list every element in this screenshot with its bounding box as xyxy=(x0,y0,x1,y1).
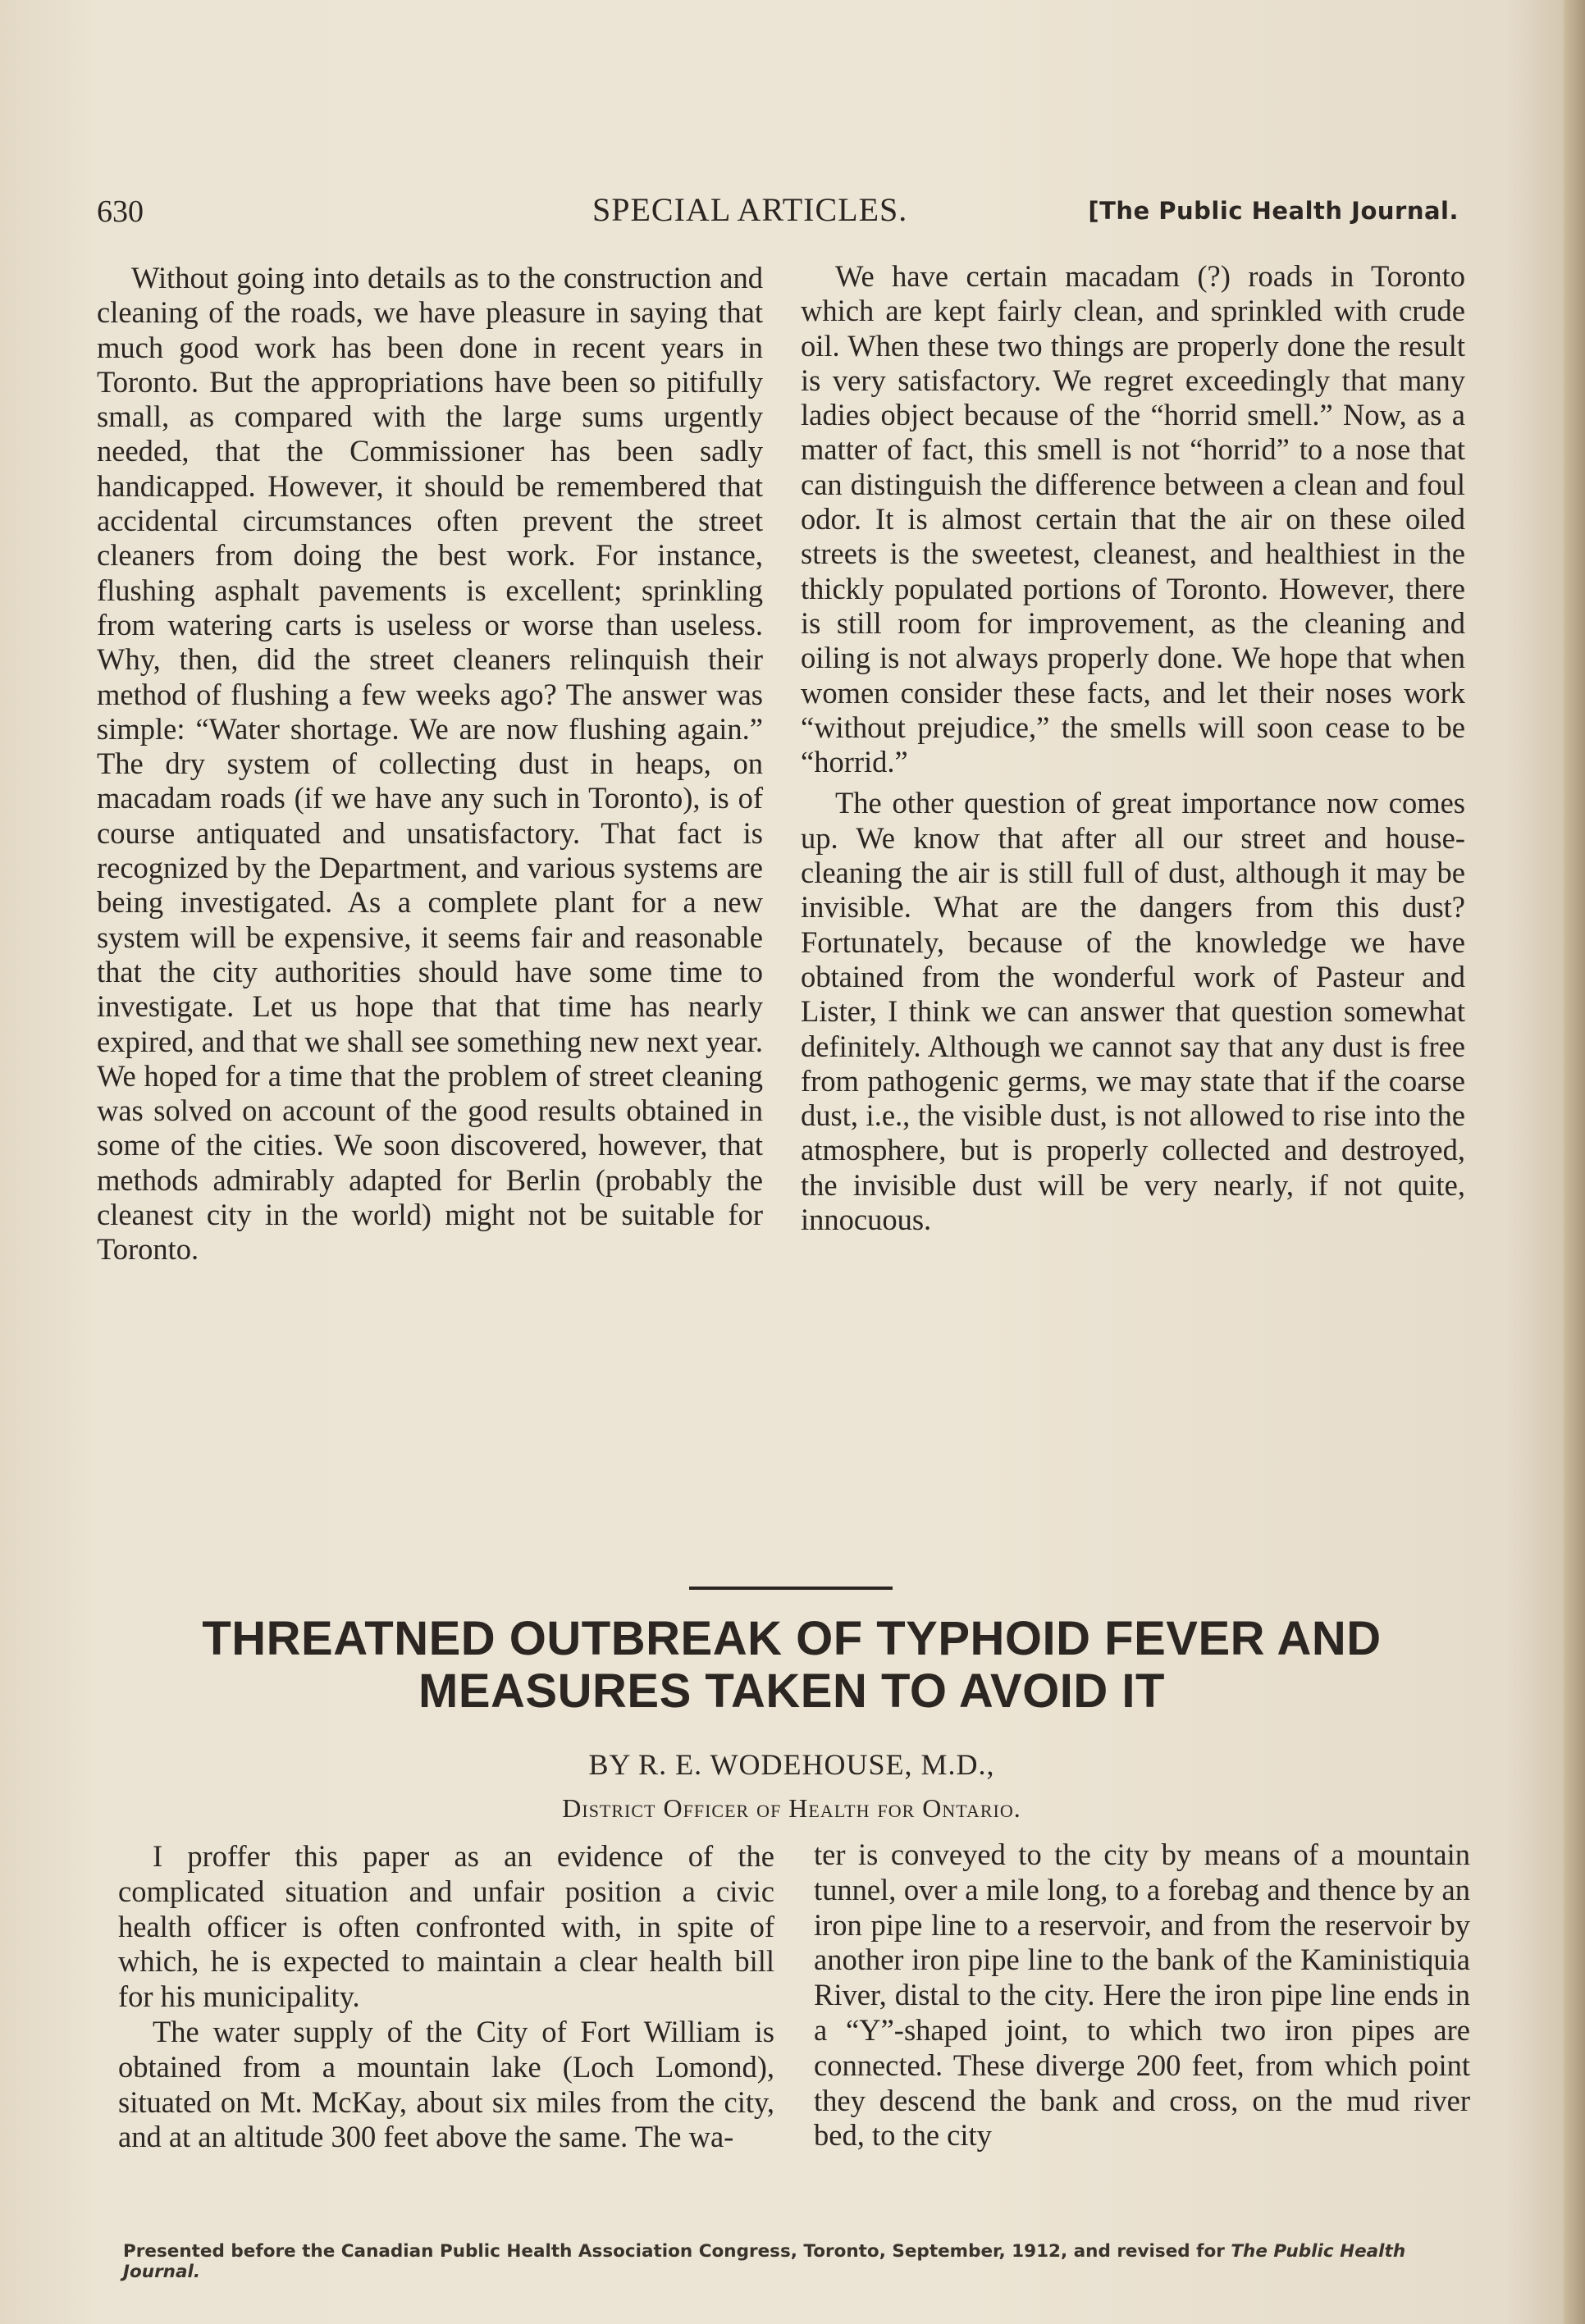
footnote-journal: The Public Health Journal. xyxy=(123,2241,1406,2282)
page-header xyxy=(97,185,1459,235)
section-divider xyxy=(689,1587,893,1590)
paragraph: I proffer this paper as an evidence of the complicated situation and unfair position a civic health officer is often confronted with, in spite of which, he is expected to maintain a clear health bill for his municipality. xyxy=(118,1839,774,2014)
paragraph: We have certain macadam (?) roads in Toronto which are kept fairly clean, and sprinkled with crude oil. When these two things are properly done the result is very satisfactory. We regret exceedingly that many ladies object because of the “horrid smell.” Now, as a matter of fact, this smell is not “horrid” to a nose that can distinguish the difference between a clean and foul odor. It is almost certain that the air on these oiled streets is the sweetest, cleanest, and healthiest in the thickly populated portions of Toronto. However, there is still room for improvement, as the cleaning and oiling is not always properly done. We hope that when women consider these facts, and let their noses work “without prejudice,” the smells will soon cease to be “horrid.” xyxy=(801,259,1465,779)
article2-column-left xyxy=(118,1839,774,2155)
page-edge xyxy=(1564,0,1585,2324)
page-number: 630 xyxy=(97,194,144,229)
paragraph: Without going into details as to the construction and cleaning of the roads, we have pleasure in saying that much good work has been done in recent years in Toronto. But the appropriations have been so pitifully small, as compared with the large sums urgently needed, that the Commissioner has been sadly handicapped. However, it should be remembered that accidental circumstances often prevent the street cleaners from doing the best work. For instance, flushing asphalt pavements is excellent; sprinkling from watering carts is useless or worse than useless. Why, then, did the street cleaners relinquish their method of flushing a few weeks ago? The answer was simple: “Water shortage. We are now flushing again.” The dry system of collecting dust in heaps, on macadam roads (if we have any such in Toronto), is of course antiquated and unsatisfactory. That fact is recognized by the Department, and various systems are being investigated. As a complete plant for a new system will be expensive, it seems fair and reasonable that the city authorities should have some time to investigate. Let us hope that that time has nearly expired, and that we shall see something new next year. We hoped for a time that the problem of street cleaning was solved on account of the good results obtained in some of the cities. We soon discovered, however, that methods admirably adapted for Berlin (probably the cleanest city in the world) might not be suitable for Toronto. xyxy=(97,261,763,1267)
journal-reference: [The Public Health Journal. xyxy=(1088,197,1459,225)
article1-column-right xyxy=(801,259,1465,1237)
running-head: SPECIAL ARTICLES. xyxy=(592,191,908,228)
article2-column-right xyxy=(814,1838,1470,2153)
article-title xyxy=(123,1613,1460,1718)
paragraph: The water supply of the City of Fort William is obtained from a mountain lake (Loch Lomond), situated on Mt. McKay, about six miles from the city, and at an altitude 300 feet above the same. The wa- xyxy=(118,2014,774,2154)
article1-column-left xyxy=(97,261,763,1267)
title-line-2: MEASURES TAKEN TO AVOID IT xyxy=(418,1664,1165,1718)
footnote xyxy=(123,2241,1477,2282)
footnote-text: Presented before the Canadian Public Health Association Congress, Toronto, September, 1912, and revised for xyxy=(123,2241,1225,2262)
author-affiliation: District Officer of Health for Ontario. xyxy=(562,1793,1021,1823)
author-byline: BY R. E. WODEHOUSE, M.D., xyxy=(588,1748,995,1781)
paragraph: ter is conveyed to the city by means of a mountain tunnel, over a mile long, to a forebag and thence by an iron pipe line to a reservoir, and from the reservoir by another iron pipe line to the bank of the Kaministiquia River, distal to the city. Here the iron pipe line ends in a “Y”-shaped joint, to which two iron pipes are connected. These diverge 200 feet, from which point they descend the bank and cross, on the mud river bed, to the city xyxy=(814,1838,1470,2153)
title-line-1: THREATNED OUTBREAK OF TYPHOID FEVER AND xyxy=(202,1612,1382,1665)
paragraph: The other question of great importance now comes up. We know that after all our street and house-cleaning the air is still full of dust, although it may be invisible. What are the dangers from this dust? Fortunately, because of the knowledge we have obtained from the wonderful work of Pasteur and Lister, I think we can answer that question somewhat definitely. Although we cannot say that any dust is free from pathogenic germs, we may state that if the coarse dust, i.e., the visible dust, is not allowed to rise into the atmosphere, but is properly collected and destroyed, the invisible dust will be very nearly, if not quite, innocuous. xyxy=(801,786,1465,1237)
